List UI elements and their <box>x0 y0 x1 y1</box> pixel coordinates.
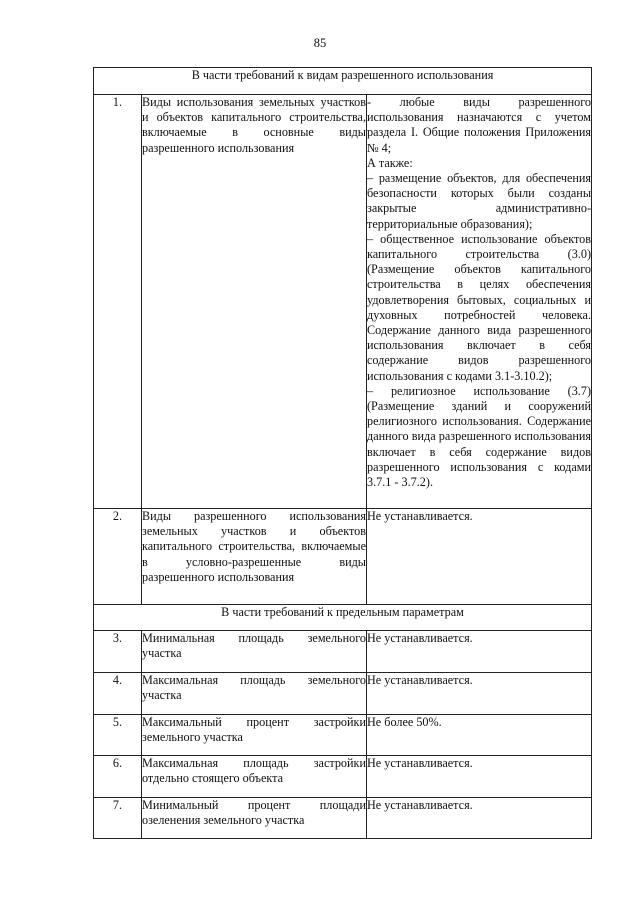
value-line: – общественное использование объектов капитального строительства (3.0) (Размещение объектов капитального строительства в целях обеспечения удовлетворения бытовых, социальных и духовных потребностей человека. Содержание данного вида разрешенного использования включает в себя содержание видов разрешенного использования с кодами 3.1-3.10.2); <box>367 231 592 383</box>
table-row <box>94 756 592 798</box>
row-value: Не устанавливается. <box>367 631 592 673</box>
table-row <box>94 673 592 715</box>
table-row <box>94 798 592 839</box>
value-line: – религиозное использование (3.7) (Размещение зданий и сооружений религиозного использования. Содержание данного вида разрешенного использования включает в себя содержание видов разрешенного использования с кодами 3.7.1 - 3.7.2). <box>367 383 592 490</box>
table-row <box>94 509 592 605</box>
row-name: Виды использования земельных участков и объектов капитального строительства, включаемые в основные виды разрешенного использования <box>142 95 367 509</box>
table-row <box>94 631 592 673</box>
row-name: Минимальный процент площади озеленения земельного участка <box>142 798 367 839</box>
row-name: Максимальный процент застройки земельного участка <box>142 715 367 756</box>
section-title-permitted-use: В части требований к видам разрешенного использования <box>94 68 592 95</box>
value-line: - любые виды разрешенного использования назначаются с учетом раздела I. Общие положения Приложения № 4; <box>367 95 592 155</box>
row-value: Не устанавливается. <box>367 673 592 715</box>
row-value: Не устанавливается. <box>367 756 592 798</box>
row-value <box>367 95 592 509</box>
section-header-row <box>94 68 592 95</box>
row-number: 4. <box>94 673 142 715</box>
row-name: Максимальная площадь застройки отдельно стоящего объекта <box>142 756 367 798</box>
row-name: Минимальная площадь земельного участка <box>142 631 367 673</box>
page-number: 85 <box>313 36 327 50</box>
row-number: 7. <box>94 798 142 839</box>
requirements-table <box>93 67 592 839</box>
value-line: – размещение объектов, для обеспечения безопасности которых были созданы закрытые административно-территориальные образования); <box>367 171 592 231</box>
row-value: Не более 50%. <box>367 715 592 756</box>
row-name: Максимальная площадь земельного участка <box>142 673 367 715</box>
row-value: Не устанавливается. <box>367 509 592 605</box>
row-value: Не устанавливается. <box>367 798 592 839</box>
row-number: 6. <box>94 756 142 798</box>
table-row <box>94 715 592 756</box>
row-number: 1. <box>94 95 142 509</box>
section-header-row <box>94 605 592 631</box>
row-number: 2. <box>94 509 142 605</box>
table-row <box>94 95 592 509</box>
section-title-limit-params: В части требований к предельным параметрам <box>94 605 592 631</box>
row-number: 5. <box>94 715 142 756</box>
row-name: Виды разрешенного использования земельных участков и объектов капитального строительства, включаемые в условно-разрешенные виды разрешенного использования <box>142 509 367 605</box>
value-line: А также: <box>367 155 413 170</box>
row-number: 3. <box>94 631 142 673</box>
